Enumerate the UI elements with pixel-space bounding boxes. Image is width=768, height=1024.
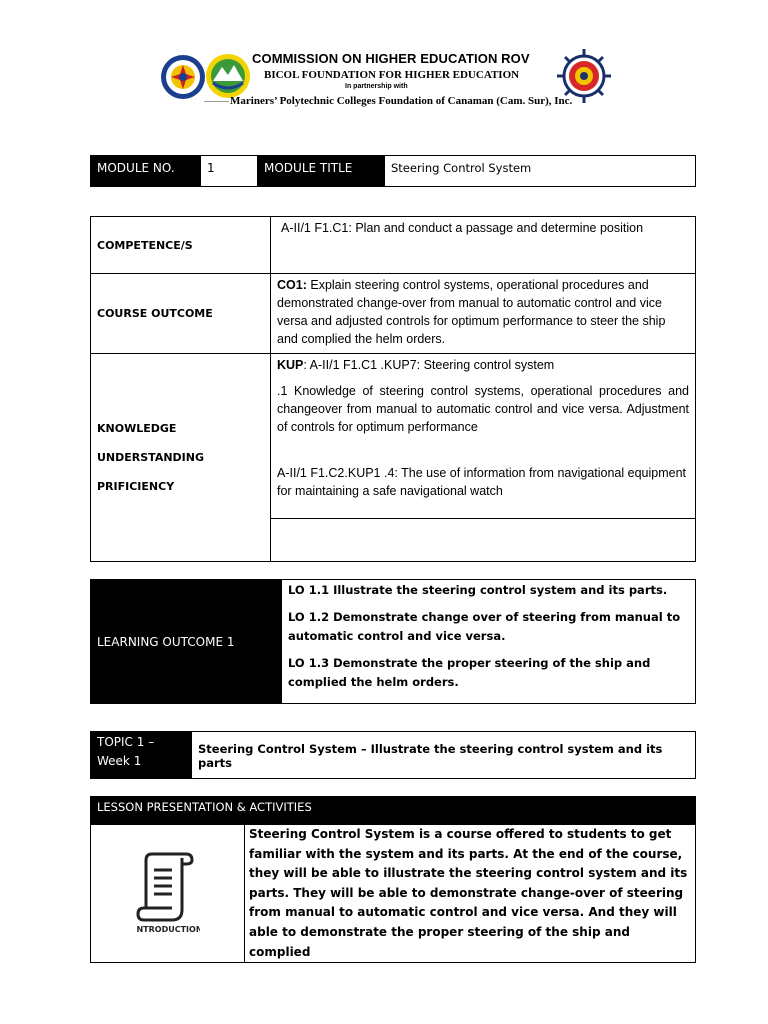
kup-prefix: KUP [277, 358, 304, 372]
header-title: COMMISSION ON HIGHER EDUCATION ROV [252, 51, 530, 66]
module-title-value: Steering Control System [385, 156, 696, 187]
lesson-header: LESSON PRESENTATION & ACTIVITIES [91, 797, 696, 825]
bicol-foundation-logo-icon [205, 53, 251, 99]
course-outcome-cell [271, 274, 696, 354]
course-outcome-label: COURSE OUTCOME [91, 274, 271, 354]
course-outcome-value: Explain steering control systems, operational procedures and demonstrated change-over from manual to automatic control and vice versa and adjusted controls for optimum performance to steer the ship and complied the helm orders. [277, 278, 666, 346]
topic-label: TOPIC 1 – Week 1 [91, 732, 192, 779]
module-no-value: 1 [201, 156, 258, 187]
lesson-table [90, 796, 696, 963]
ched-seal-icon [160, 54, 206, 100]
learning-outcome-item: LO 1.1 Illustrate the steering control system and its parts. [288, 583, 668, 597]
header-subtitle: BICOL FOUNDATION FOR HIGHER EDUCATION [264, 69, 520, 81]
introduction-icon-label: INTRODUCTION [135, 924, 200, 934]
topic-table [90, 731, 696, 779]
understanding-label: UNDERSTANDING [97, 451, 205, 464]
topic-value: Steering Control System – Illustrate the steering control system and its parts [192, 732, 696, 779]
learning-outcome-item: LO 1.2 Demonstrate change over of steering from manual to automatic control and vice versa. [288, 610, 681, 643]
proficiency-label: PRIFICIENCY [97, 480, 175, 493]
learning-outcome-list [282, 580, 696, 704]
knowledge-para-2: A-II/1 F1.C2.KUP1 .4: The use of information from navigational equipment for maintaining a safe navigational watch [277, 466, 687, 498]
module-title-label: MODULE TITLE [258, 156, 385, 187]
knowledge-empty-cell [271, 519, 696, 562]
header-divider [204, 101, 229, 102]
knowledge-content [271, 354, 696, 519]
learning-outcome-item: LO 1.3 Demonstrate the proper steering of the ship and complied the helm orders. [288, 656, 651, 689]
learning-outcome-table [90, 579, 696, 704]
module-table [90, 155, 696, 187]
lesson-text: Steering Control System is a course offered to students to get familiar with the system and its parts. At the end of the course, they will be able to illustrate the steering control system and its parts. They will be able to demonstrate change-over of steering from manual to automatic control and vice versa. And they will able to demonstrate the proper steering of the ship and complied [245, 825, 696, 963]
header-partner-name: Mariners’ Polytechnic Colleges Foundation of Canaman (Cam. Sur), Inc. [230, 95, 573, 107]
module-no-label: MODULE NO. [91, 156, 201, 187]
knowledge-para-1: .1 Knowledge of steering control systems, operational procedures and changeover from manual to automatic control and vice versa. Adjustment of controls for optimum performance [277, 384, 689, 434]
lesson-icon-cell [91, 825, 245, 963]
knowledge-label-cell [91, 354, 271, 562]
kup-value: : A-II/1 F1.C1 .KUP7: Steering control system [303, 358, 555, 372]
competence-label: COMPETENCE/S [91, 217, 271, 274]
knowledge-label: KNOWLEDGE [97, 422, 177, 435]
scroll-introduction-icon [136, 850, 200, 934]
header-partnership: In partnership with [345, 83, 408, 90]
course-outcome-prefix: CO1: [277, 278, 307, 292]
competence-table [90, 216, 696, 562]
competence-value: A-II/1 F1.C1: Plan and conduct a passage and determine position [271, 217, 696, 274]
learning-outcome-label: LEARNING OUTCOME 1 [91, 580, 282, 704]
